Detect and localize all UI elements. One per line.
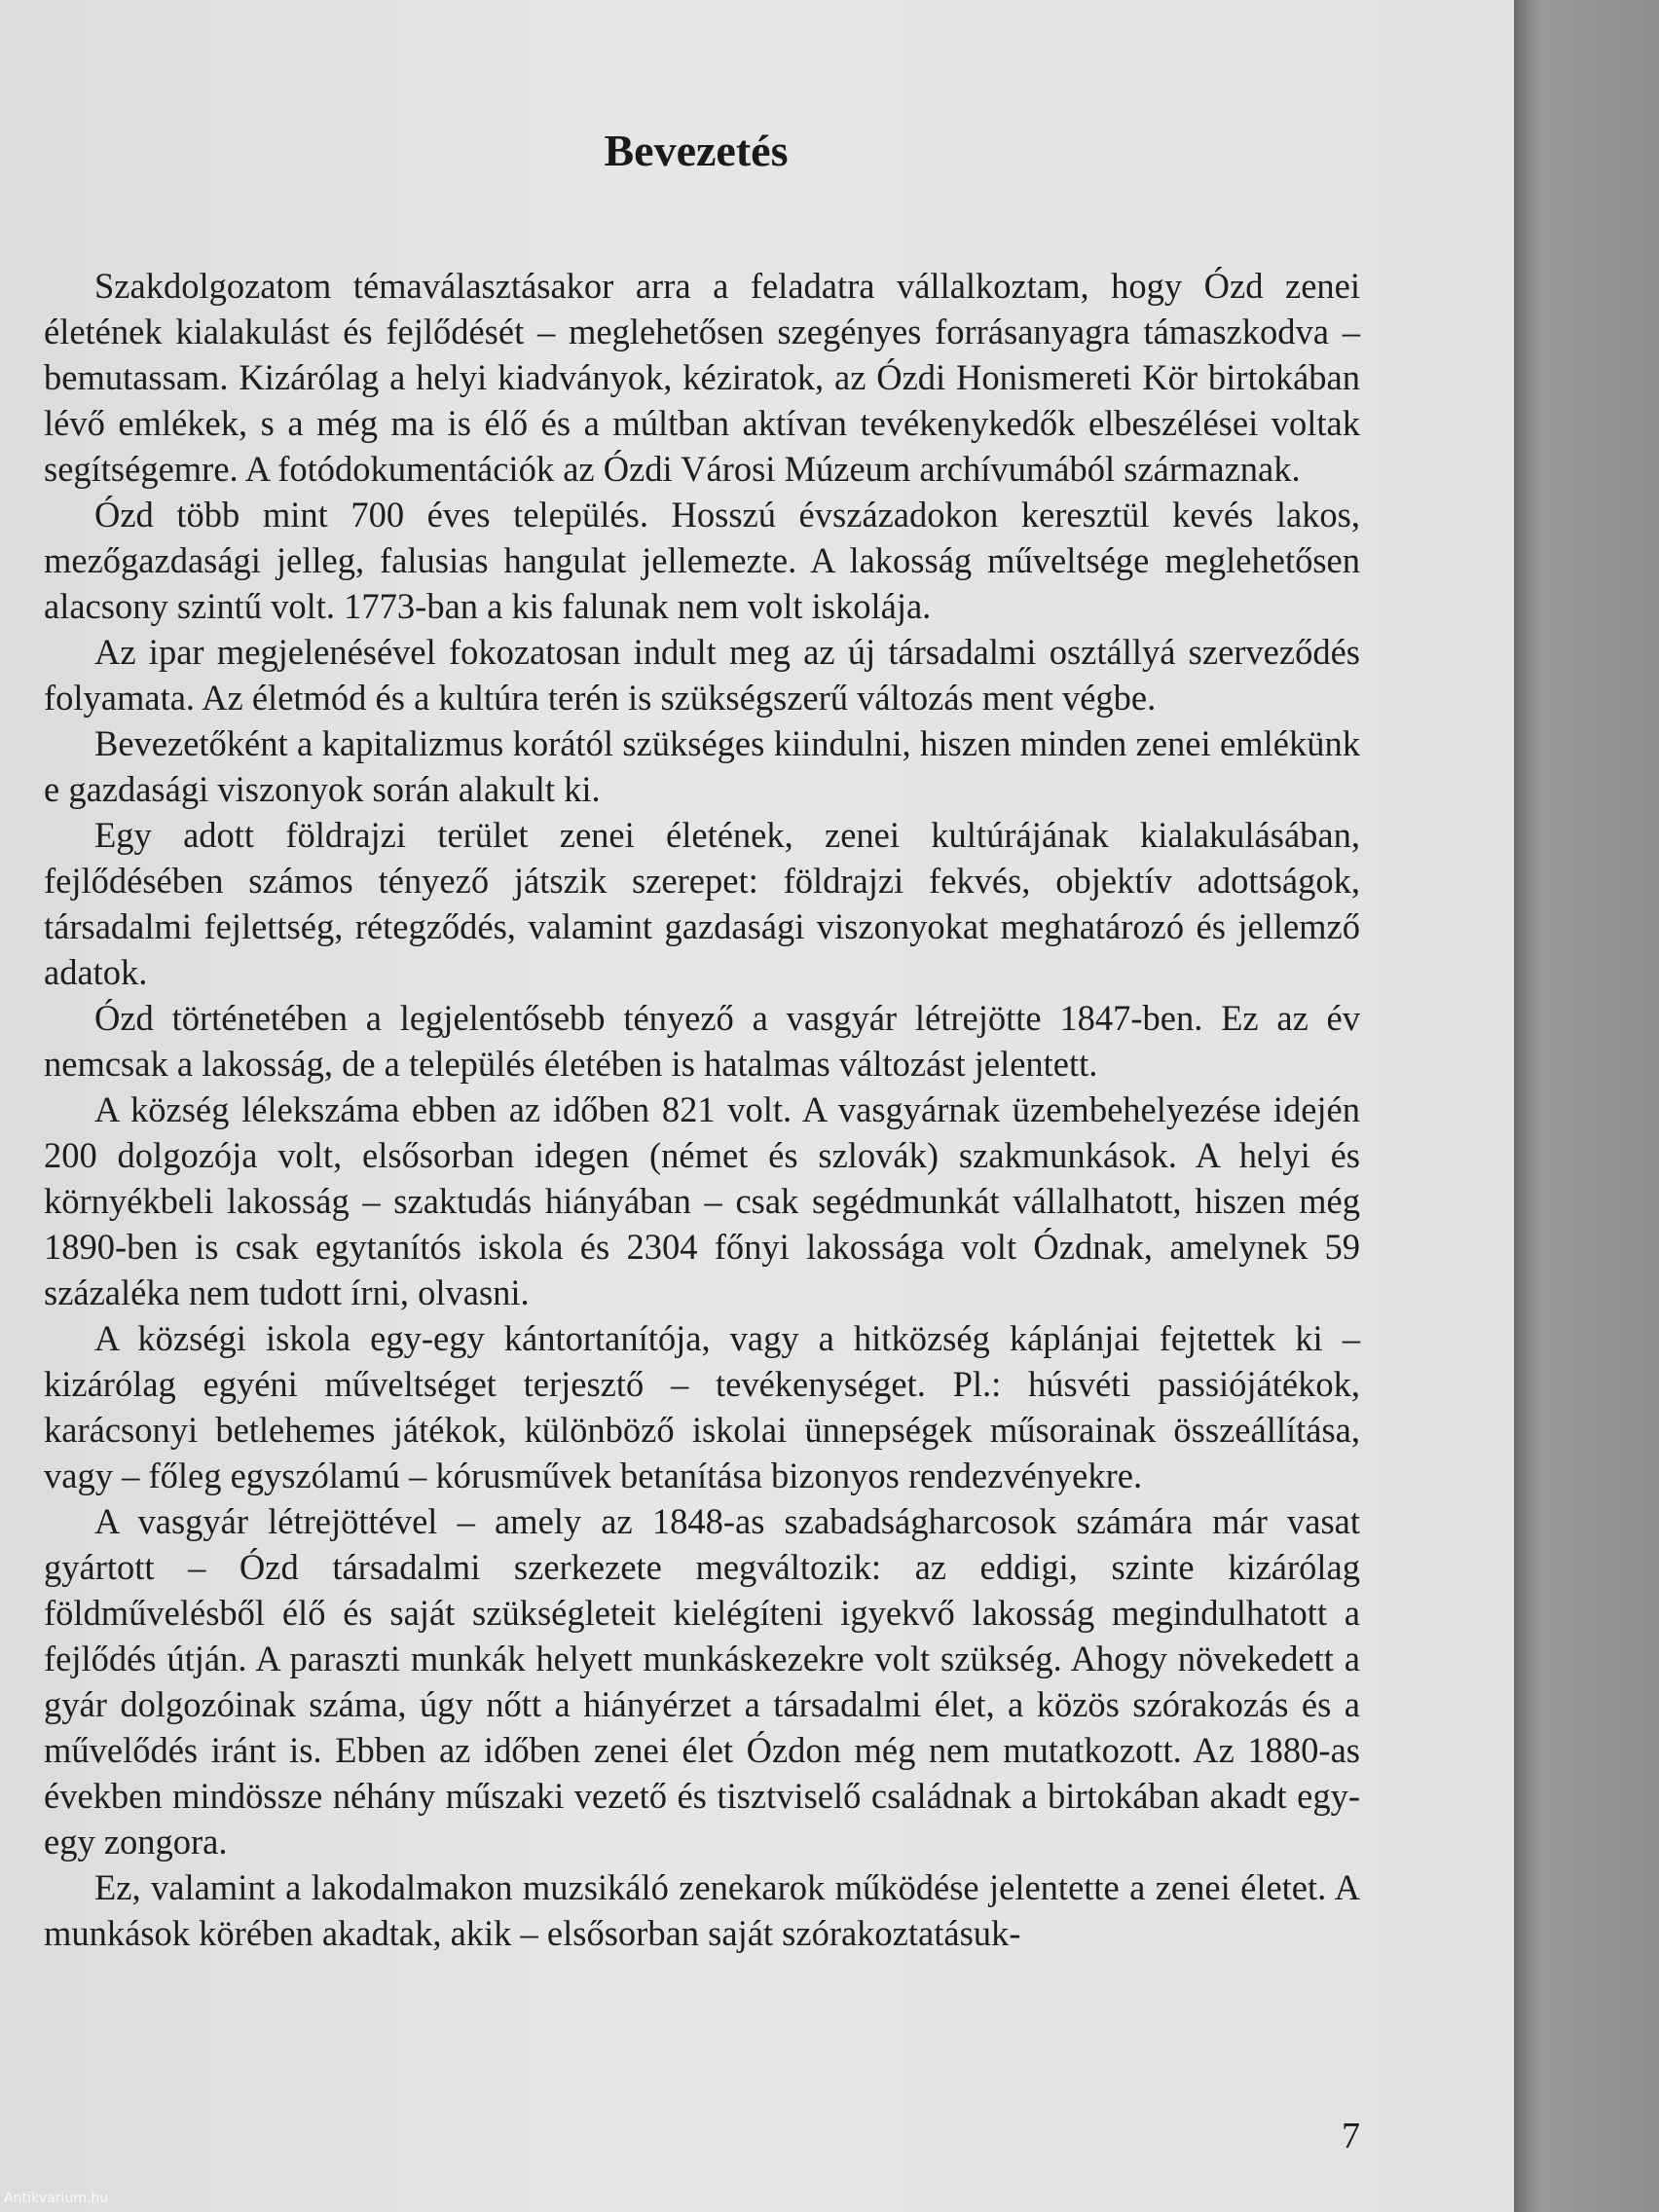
paragraph: Az ipar megjelenésével fokozatosan indult meg az új társadalmi osztállyá szerveződés folyamata. Az életmód és a kultúra terén is szükségszerű változás ment végbe. [44, 632, 1360, 718]
paragraph: Ózd történetében a legjelentősebb tényező a vasgyár létrejötte 1847-ben. Ez az év nemcsak a lakosság, de a település életében is hatalmas változást jelentett. [44, 998, 1360, 1084]
page-title: Bevezetés [604, 126, 789, 175]
paragraph: A község lélekszáma ebben az időben 821 volt. A vasgyárnak üzembehelyezése idején 200 dolgozója volt, elsősorban idegen (német és szlovák) szakmunkások. A helyi és környékbeli lakosság – szaktudás hiányában – csak segédmunkát vállalhatott, hiszen még 1890-ben is csak egytanítós iskola és 2304 főnyi lakossága volt Ózdnak, amelynek 59 százaléka nem tudott írni, olvasni. [44, 1089, 1360, 1312]
paragraph: A községi iskola egy-egy kántortanítója, vagy a hitközség káplánjai fejtettek ki – kizárólag egyéni műveltséget terjesztő – tevékenységet. Pl.: húsvéti passiójátékok, karácsonyi betlehemes játékok, különböző iskolai ünnepségek műsorainak összeállítása, vagy – főleg egyszólamú – kórusművek betanítása bizonyos rendezvényekre. [44, 1318, 1360, 1495]
paragraph: Ez, valamint a lakodalmakon muzsikáló zenekarok működése jelentette a zenei életet. A munkások körében akadtak, akik – elsősorban saját szórakoztatásuk- [44, 1867, 1360, 1953]
paragraph: Ózd több mint 700 éves település. Hosszú évszázadokon keresztül kevés lakos, mezőgazdasági jelleg, falusias hangulat jellemezte. A lakosság műveltsége meglehetősen alacsony szintű volt. 1773-ban a kis falunak nem volt iskolája. [44, 495, 1360, 626]
body-text [44, 263, 1360, 1956]
paragraph: A vasgyár létrejöttével – amely az 1848-as szabadságharcosok számára már vasat gyártott – Ózd társadalmi szerkezete megváltozik: az eddigi, szinte kizárólag földművelésből élő és saját szükségleteit kielégíteni igyekvő lakosság megindulhatott a fejlődés útján. A paraszti munkák helyett munkáskezekre volt szükség. Ahogy növekedett a gyár dolgozóinak száma, úgy nőtt a hiányérzet a társadalmi élet, a közös szórakozás és a művelődés iránt is. Ebben az időben zenei élet Ózdon még nem mutatkozott. Az 1880-as években mindössze néhány műszaki vezető és tisztviselő családnak a birtokában akadt egy-egy zongora. [44, 1501, 1360, 1862]
paragraph: Szakdolgozatom témaválasztásakor arra a feladatra vállalkoztam, hogy Ózd zenei életének kialakulást és fejlődését – meglehetősen szegényes forrásanyagra támaszkodva – bemutassam. Kizárólag a helyi kiadványok, kéziratok, az Ózdi Honismereti Kör birtokában lévő emlékek, s a még ma is élő és a múltban aktívan tevékenykedők elbeszélései voltak segítségemre. A fotódokumentációk az Ózdi Városi Múzeum archívumából származnak. [44, 266, 1360, 489]
paragraph: Bevezetőként a kapitalizmus korától szükséges kiindulni, hiszen minden zenei emlékünk e gazdasági viszonyok során alakult ki. [44, 723, 1360, 809]
page-number: 7 [1342, 2116, 1360, 2157]
paragraph: Egy adott földrajzi terület zenei életének, zenei kultúrájának kialakulásában, fejlődésében számos tényező játszik szerepet: földrajzi fekvés, objektív adottságok, társadalmi fejlettség, rétegződés, valamint gazdasági viszonyokat meghatározó és jellemző adatok. [44, 815, 1360, 992]
adjacent-page-edge [1514, 0, 1659, 2212]
watermark: Antikvarium.hu [4, 2191, 109, 2206]
